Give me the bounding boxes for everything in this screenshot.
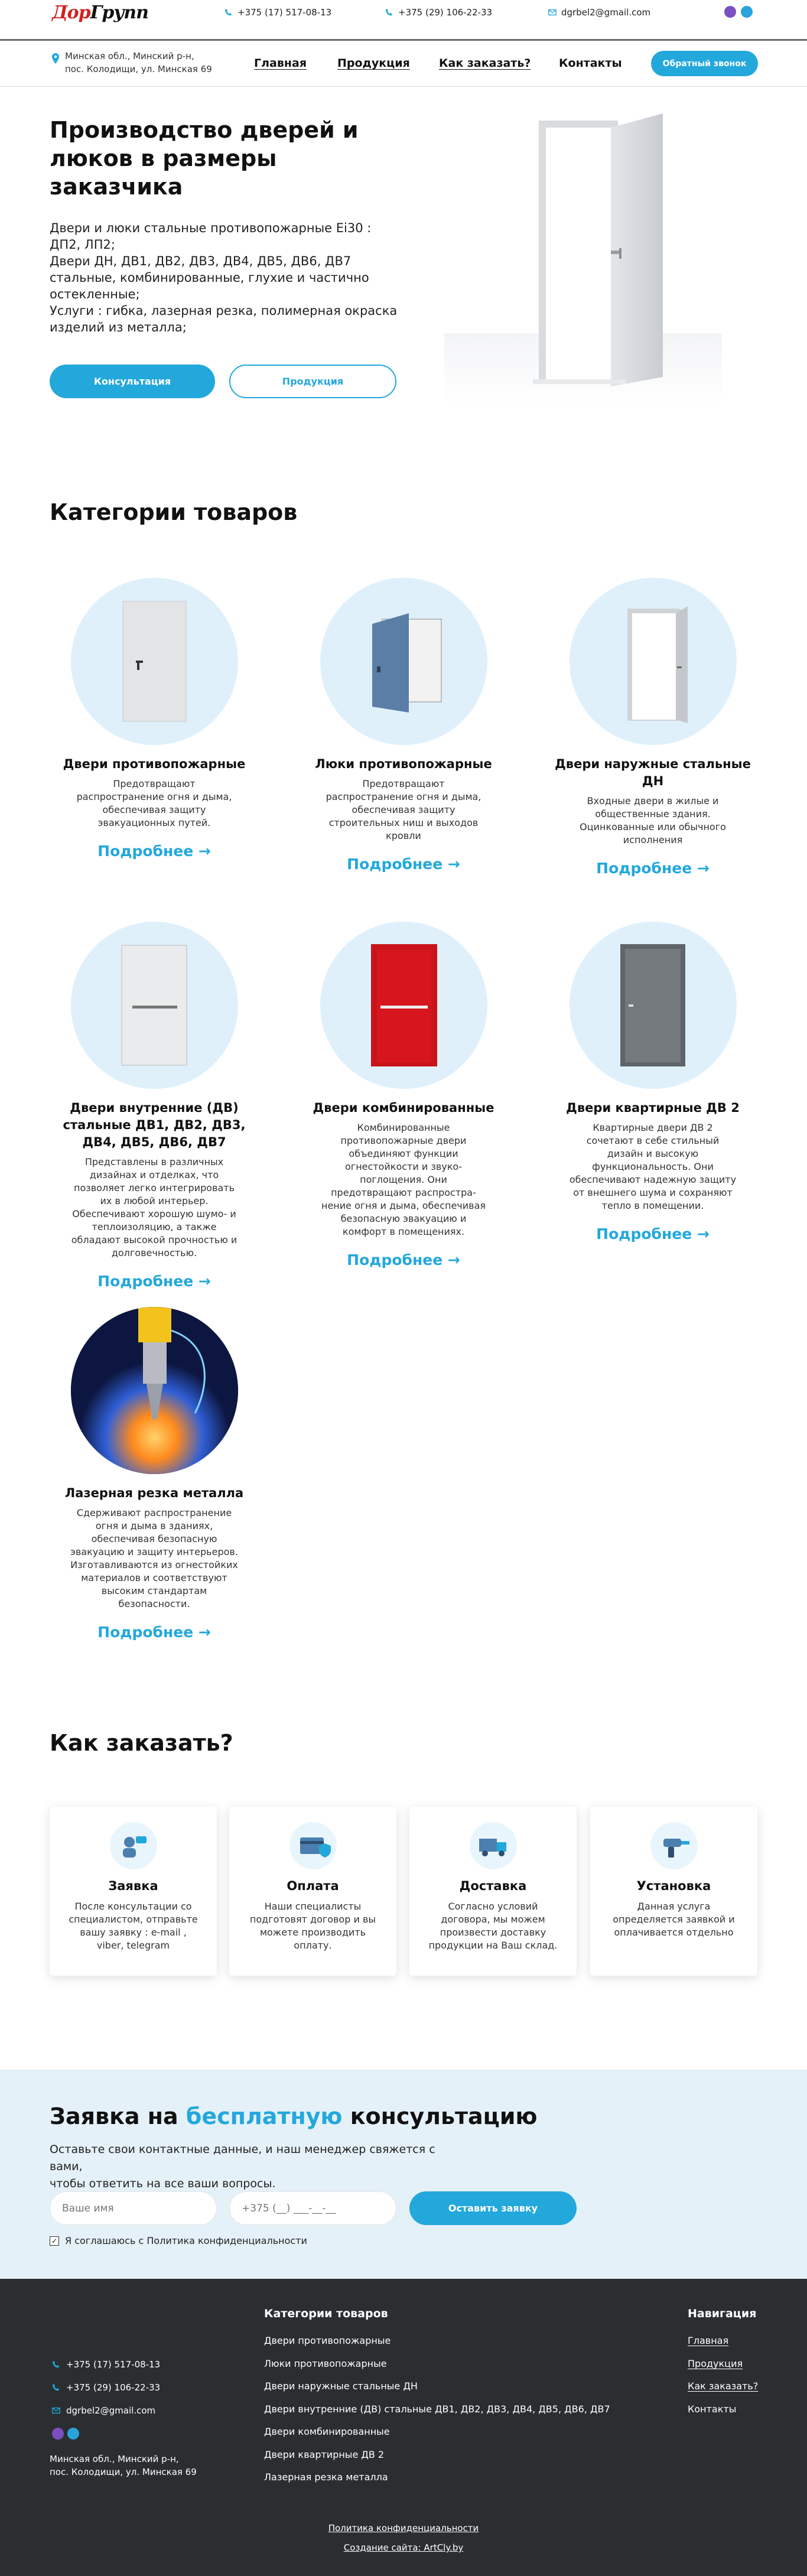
category-more-link[interactable] [347, 1251, 460, 1269]
top-bar [0, 0, 807, 26]
category-more-label: Подробнее [596, 1225, 692, 1243]
category-more-link[interactable] [97, 1624, 211, 1641]
logo[interactable] [52, 2, 148, 23]
category-more-label: Подробнее [596, 860, 692, 877]
footer-nav-how-to-order[interactable]: Как заказать? [688, 2380, 759, 2392]
footer [0, 2279, 807, 2576]
footer-category-link[interactable]: Двери противопожарные [264, 2335, 391, 2346]
footer-credit-link[interactable]: Создание сайта: ArtCly.by [343, 2542, 464, 2553]
footer-category-link[interactable]: Двери квартирные ДВ 2 [264, 2449, 385, 2460]
footer-phone-2-text: +375 (29) 106-22-33 [66, 2382, 161, 2393]
footer-nav-products[interactable]: Продукция [688, 2358, 743, 2369]
category-more-link[interactable] [97, 1273, 211, 1290]
header-divider [0, 86, 807, 87]
footer-categories-heading: Категории товаров [264, 2307, 388, 2320]
footer-address [50, 2453, 197, 2479]
category-desc: Сдерживают распространение огня и дыма в зданиях, обеспечивая безопасную эвакуацию и защиту интерьеров. Изготавливаются из огнестойких материалов и соответствуют высоким стандартам безопасности. [70, 1507, 238, 1609]
footer-email[interactable] [52, 2405, 155, 2416]
arrow-right-icon: → [198, 1273, 211, 1290]
category-image [71, 1307, 238, 1474]
categories-heading: Категории товаров [50, 499, 298, 525]
category-image [570, 922, 737, 1089]
footer-phone-2[interactable] [52, 2382, 160, 2393]
order-step-title: Доставка [459, 1879, 527, 1893]
location-pin-icon [52, 53, 59, 64]
category-more-label: Подробнее [97, 1624, 194, 1641]
callback-button[interactable]: Обратный звонок [651, 51, 758, 76]
arrow-right-icon: → [697, 860, 710, 877]
logo-part2: Групп [90, 2, 148, 23]
category-card-laser-cutting [42, 1307, 266, 1641]
nav-products[interactable]: Продукция [337, 57, 410, 70]
arrow-right-icon: → [198, 1624, 211, 1641]
category-desc: Представлены в различных дизайнах и отделках, что позволяет легко интегрировать их в любой интерьер. Обеспечивают хорошую шумо- и теплоизоляцию, а также обладают высокой прочностью и долговечностью. [71, 1156, 237, 1258]
category-desc: Предотвращают распространение огня и дыма, обеспечивая защиту строительных ниш и выходов кровли [326, 778, 481, 841]
top-email-text: dgrbel2@gmail.com [561, 7, 651, 18]
category-more-label: Подробнее [347, 1251, 443, 1269]
payment-icon [289, 1822, 337, 1869]
hero-line-3: Услуги : гибка, лазерная резка, полимерная окраска изделий из металла; [50, 304, 398, 334]
category-desc: Комбинированные противопожарные двери объединяют функции огнестойкости и звуко-поглощения. Они предотвращают распростра-нение огня и дыма, обеспечивая безопасную эвакуацию и комфорт в помещениях. [321, 1122, 486, 1237]
order-step-desc: Наши специалисты подготовят договор и вы можете производить оплату. [249, 1901, 376, 1951]
hero-door-image [444, 109, 722, 404]
category-more-link[interactable] [596, 1225, 710, 1243]
category-title: Двери наружные стальные ДН [555, 757, 751, 788]
order-step-desc: После консультации со специалистом, отправьте вашу заявку : e-mail , viber, telegram [69, 1901, 198, 1951]
category-title: Двери противопожарные [63, 757, 246, 771]
phone-input[interactable] [229, 2191, 396, 2225]
order-step-desc: Данная услуга определяется заявкой и оплачивается отдельно [613, 1901, 735, 1938]
consultation-title-accent: бесплатную [186, 2103, 343, 2129]
category-title: Двери внутренние (ДВ) стальные ДВ1, ДВ2, ДВ3, ДВ4, ДВ5, ДВ6, ДВ7 [63, 1101, 246, 1149]
order-step-title: Заявка [108, 1879, 158, 1893]
consultation-icon [110, 1822, 157, 1869]
footer-phone-1[interactable] [52, 2359, 160, 2370]
footer-nav-heading: Навигация [688, 2307, 757, 2320]
order-step-payment [229, 1807, 396, 1976]
category-card-fire-doors [42, 578, 266, 860]
phone-icon [385, 8, 393, 17]
nav-how-to-order[interactable]: Как заказать? [439, 57, 531, 70]
nav-contacts[interactable]: Контакты [559, 57, 622, 70]
top-divider [0, 39, 807, 41]
footer-category-link[interactable]: Лазерная резка металла [264, 2471, 388, 2483]
hero-title: Производство дверей и люков в размеры заказчика [50, 117, 359, 200]
category-more-link[interactable] [596, 860, 710, 877]
delivery-truck-icon [470, 1822, 517, 1869]
telegram-icon[interactable] [741, 6, 753, 18]
email-icon [548, 8, 557, 17]
nav-home[interactable]: Главная [254, 57, 307, 70]
category-desc: Предотвращают распространение огня и дыма, обеспечивая защиту эвакуационных путей. [76, 778, 232, 828]
consultation-title-end: консультацию [350, 2103, 538, 2129]
category-more-label: Подробнее [97, 1273, 194, 1290]
consultation-title [50, 2103, 537, 2129]
top-email[interactable] [548, 7, 650, 18]
phone-icon [224, 8, 233, 17]
consultation-button[interactable]: Консультация [50, 365, 215, 398]
top-phone-1[interactable] [224, 7, 331, 18]
arrow-right-icon: → [697, 1225, 710, 1243]
footer-nav-contacts[interactable]: Контакты [688, 2403, 737, 2415]
header-address-line1: Минская обл., Минский р-н, [65, 51, 194, 61]
footer-email-text: dgrbel2@gmail.com [66, 2405, 156, 2416]
hero-line-2: Двери ДН, ДВ1, ДВ2, ДВ3, ДВ4, ДВ5, ДВ6, ДВ7 стальные, комбинированные, глухие и частично остекленные; [50, 254, 369, 301]
footer-category-link[interactable]: Двери внутренние (ДВ) стальные ДВ1, ДВ2, ДВ3, ДВ4, ДВ5, ДВ6, ДВ7 [264, 2403, 610, 2415]
footer-category-link[interactable]: Двери комбинированные [264, 2426, 390, 2437]
drill-icon [650, 1822, 698, 1869]
consent-row[interactable] [50, 2235, 307, 2246]
phone-icon [52, 2360, 60, 2369]
footer-nav-home[interactable]: Главная [688, 2335, 729, 2346]
category-title: Лазерная резка металла [64, 1486, 244, 1500]
category-more-link[interactable] [347, 856, 460, 873]
email-icon [52, 2406, 60, 2415]
consultation-title-start: Заявка на [50, 2103, 178, 2129]
category-card-combined-doors [291, 922, 516, 1269]
footer-category-link[interactable]: Двери наружные стальные ДН [264, 2380, 418, 2392]
order-step-installation [590, 1807, 757, 1976]
category-more-label: Подробнее [347, 856, 443, 873]
top-phone-2-text: +375 (29) 106-22-33 [398, 7, 493, 18]
footer-phone-1-text: +375 (17) 517-08-13 [66, 2359, 161, 2370]
category-card-apartment-doors [541, 922, 765, 1243]
category-desc: Квартирные двери ДВ 2 сочетают в себе стильный дизайн и высокую функциональность. Они обеспечивают надежную защиту от внешнего шума и сохраняют тепло в помещении. [569, 1122, 737, 1211]
hero-line-1: Двери и люки стальные противопожарные Ei30 : ДП2, ЛП2; [50, 221, 372, 252]
consent-label: Я соглашаюсь с Политика конфиденциальности [65, 2235, 307, 2246]
category-image [320, 578, 487, 745]
consultation-subtitle [50, 2141, 463, 2193]
footer-address-line2: пос. Колодищи, ул. Минская 69 [50, 2467, 197, 2477]
category-desc: Входные двери в жилые и общественные здания. Оцинкованные или обычного исполнения [580, 795, 726, 845]
category-more-link[interactable] [97, 843, 211, 860]
header-address-line2: пос. Колодищи, ул. Минская 69 [65, 64, 212, 74]
footer-address-line1: Минская обл., Минский р-н, [50, 2454, 179, 2464]
category-image [71, 578, 238, 745]
submit-request-button[interactable]: Оставить заявку [409, 2191, 577, 2225]
header-address [52, 50, 212, 76]
order-step-title: Оплата [287, 1879, 339, 1893]
footer-privacy-link[interactable]: Политика конфиденциальности [328, 2523, 479, 2533]
category-card-exterior-doors [541, 578, 765, 877]
name-input[interactable] [50, 2191, 217, 2225]
category-card-interior-doors [42, 922, 266, 1290]
arrow-right-icon: → [198, 843, 211, 860]
top-phone-1-text: +375 (17) 517-08-13 [237, 7, 332, 18]
telegram-icon[interactable] [67, 2428, 79, 2440]
order-step-desc: Согласно условий договора, мы можем произвести доставку продукции на Ваш склад. [428, 1901, 558, 1951]
category-image [570, 578, 737, 745]
order-heading: Как заказать? [50, 1730, 233, 1756]
consent-checkbox[interactable]: ✓ [50, 2236, 59, 2246]
category-title: Люки противопожарные [315, 757, 492, 771]
category-image [71, 922, 238, 1089]
hero-description [50, 220, 404, 336]
consultation-subtitle-line2: чтобы ответить на все ваши вопросы. [50, 2177, 276, 2190]
products-button[interactable]: Продукция [229, 365, 396, 398]
consultation-subtitle-line1: Оставьте свои контактные данные, и наш менеджер свяжется с вами, [50, 2143, 435, 2173]
logo-part1: Дор [52, 2, 90, 23]
arrow-right-icon: → [447, 1251, 460, 1269]
category-title: Двери квартирные ДВ 2 [566, 1101, 740, 1115]
category-more-label: Подробнее [97, 843, 194, 860]
category-card-fire-hatches [291, 578, 516, 873]
viber-icon[interactable] [724, 6, 736, 18]
top-phone-2[interactable] [385, 7, 492, 18]
footer-category-link[interactable]: Люки противопожарные [264, 2358, 387, 2369]
viber-icon[interactable] [52, 2428, 64, 2440]
arrow-right-icon: → [447, 856, 460, 873]
category-image [320, 922, 487, 1089]
order-step-request [50, 1807, 217, 1976]
category-title: Двери комбинированные [313, 1101, 494, 1115]
order-step-delivery [409, 1807, 577, 1976]
order-step-title: Установка [636, 1879, 711, 1893]
phone-icon [52, 2383, 60, 2392]
